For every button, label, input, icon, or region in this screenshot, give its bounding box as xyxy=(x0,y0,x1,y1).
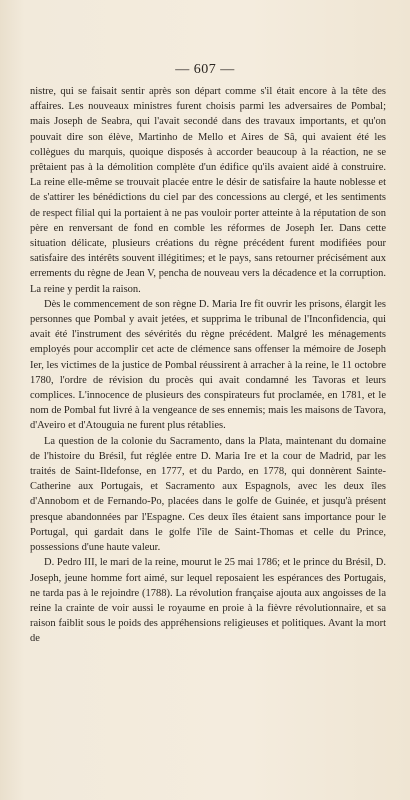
paragraph-3: La question de la colonie du Sacramento, dans la Plata, maintenant du domaine de l'histoire du Brésil, fut réglée entre D. Maria Ire et la cour de Madrid, par les traités de Saint-Ildefonse, en 1777, et du Pardo, en 1778, qui donnèrent Sainte-Catherine aux Portugais, et Sacramento aux Espagnols, avec les deux îles d'Annobom et de Fernando-Po, placées dans le golfe de Guinée, et jusqu'à présent presque abandonnées par l'Espagne. Ces deux îles étaient sans importance pour le Portugal, qui gardait dans le golfe l'île de Saint-Thomas et celle du Prince, possessions d'une haute valeur. xyxy=(30,435,386,554)
page-number: — 607 — xyxy=(175,62,235,77)
paragraph-1: nistre, qui se faisait sentir après son départ comme s'il était encore à la tête des affaires. Les nouveaux ministres furent choisis parmi les adversaires de Pombal; mais Joseph de Seabra, qui l'avait secondé dans des travaux importants, et qu'on pouvait dire son élève, Martinho de Mello et Aires de Sâ, qui avaient été les collègues du marquis, quoique disposés à accorder beaucoup à la réaction, ne se prêtaient pas à la démolition complète d'un édifice qu'ils avaient aidé à construire. La reine elle-même se trouvait placée entre le désir de satisfaire la haute noblesse et de s'attirer les bénédictions du ciel par des concessions au clergé, et les sentiments de respect filial qui la portaient à ne pas vouloir porter atteinte à la réputation de son père en renversant de fond en comble les réformes de Joseph Ier. Dans cette situation délicate, plusieurs créations du règne précédent furent modifiées pour satisfaire des intérêts souvent illégitimes; et le pays, sans retourner précisément aux errements du règne de Jean V, pencha de nouveau vers la décadence et la corruption. La reine y perdit la raison. xyxy=(30,86,386,295)
paragraph-4: D. Pedro III, le mari de la reine, mourut le 25 mai 1786; et le prince du Brésil, D. Joseph, jeune homme fort aimé, sur lequel reposaient les espérances des Portugais, ne tarda pas à le rejoindre (1788). La révolution française ajouta aux angoisses de la reine la crainte de voir aussi le royaume en proie à la fièvre révolutionnaire, et sa raison faiblit sous le poids des appréhensions religieuses et politiques. Avant la mort de xyxy=(30,557,386,645)
paragraph-2: Dès le commencement de son règne D. Maria Ire fit ouvrir les prisons, élargit les personnes que Pombal y avait jetées, et supprima le tribunal de l'Inconfidencia, qui avait été l'instrument des sévérités du règne précédent. Malgré les ménagements employés pour accomplir cet acte de clémence sans offenser la mémoire de Joseph Ier, les victimes de la justice de Pombal réussirent à arracher à la reine, le 11 octobre 1780, l'ordre de révision du procès qui avait condamné les Tavoras et leurs complices. L'innocence de plusieurs des conspirateurs fut proclamée, en 1781, et le nom de Pombal fut livré à la vengeance de ses ennemis; mais les maisons de Tavora, d'Aveiro et d'Atouguia ne furent plus rétablies. xyxy=(30,298,386,432)
body-text xyxy=(30,84,386,647)
